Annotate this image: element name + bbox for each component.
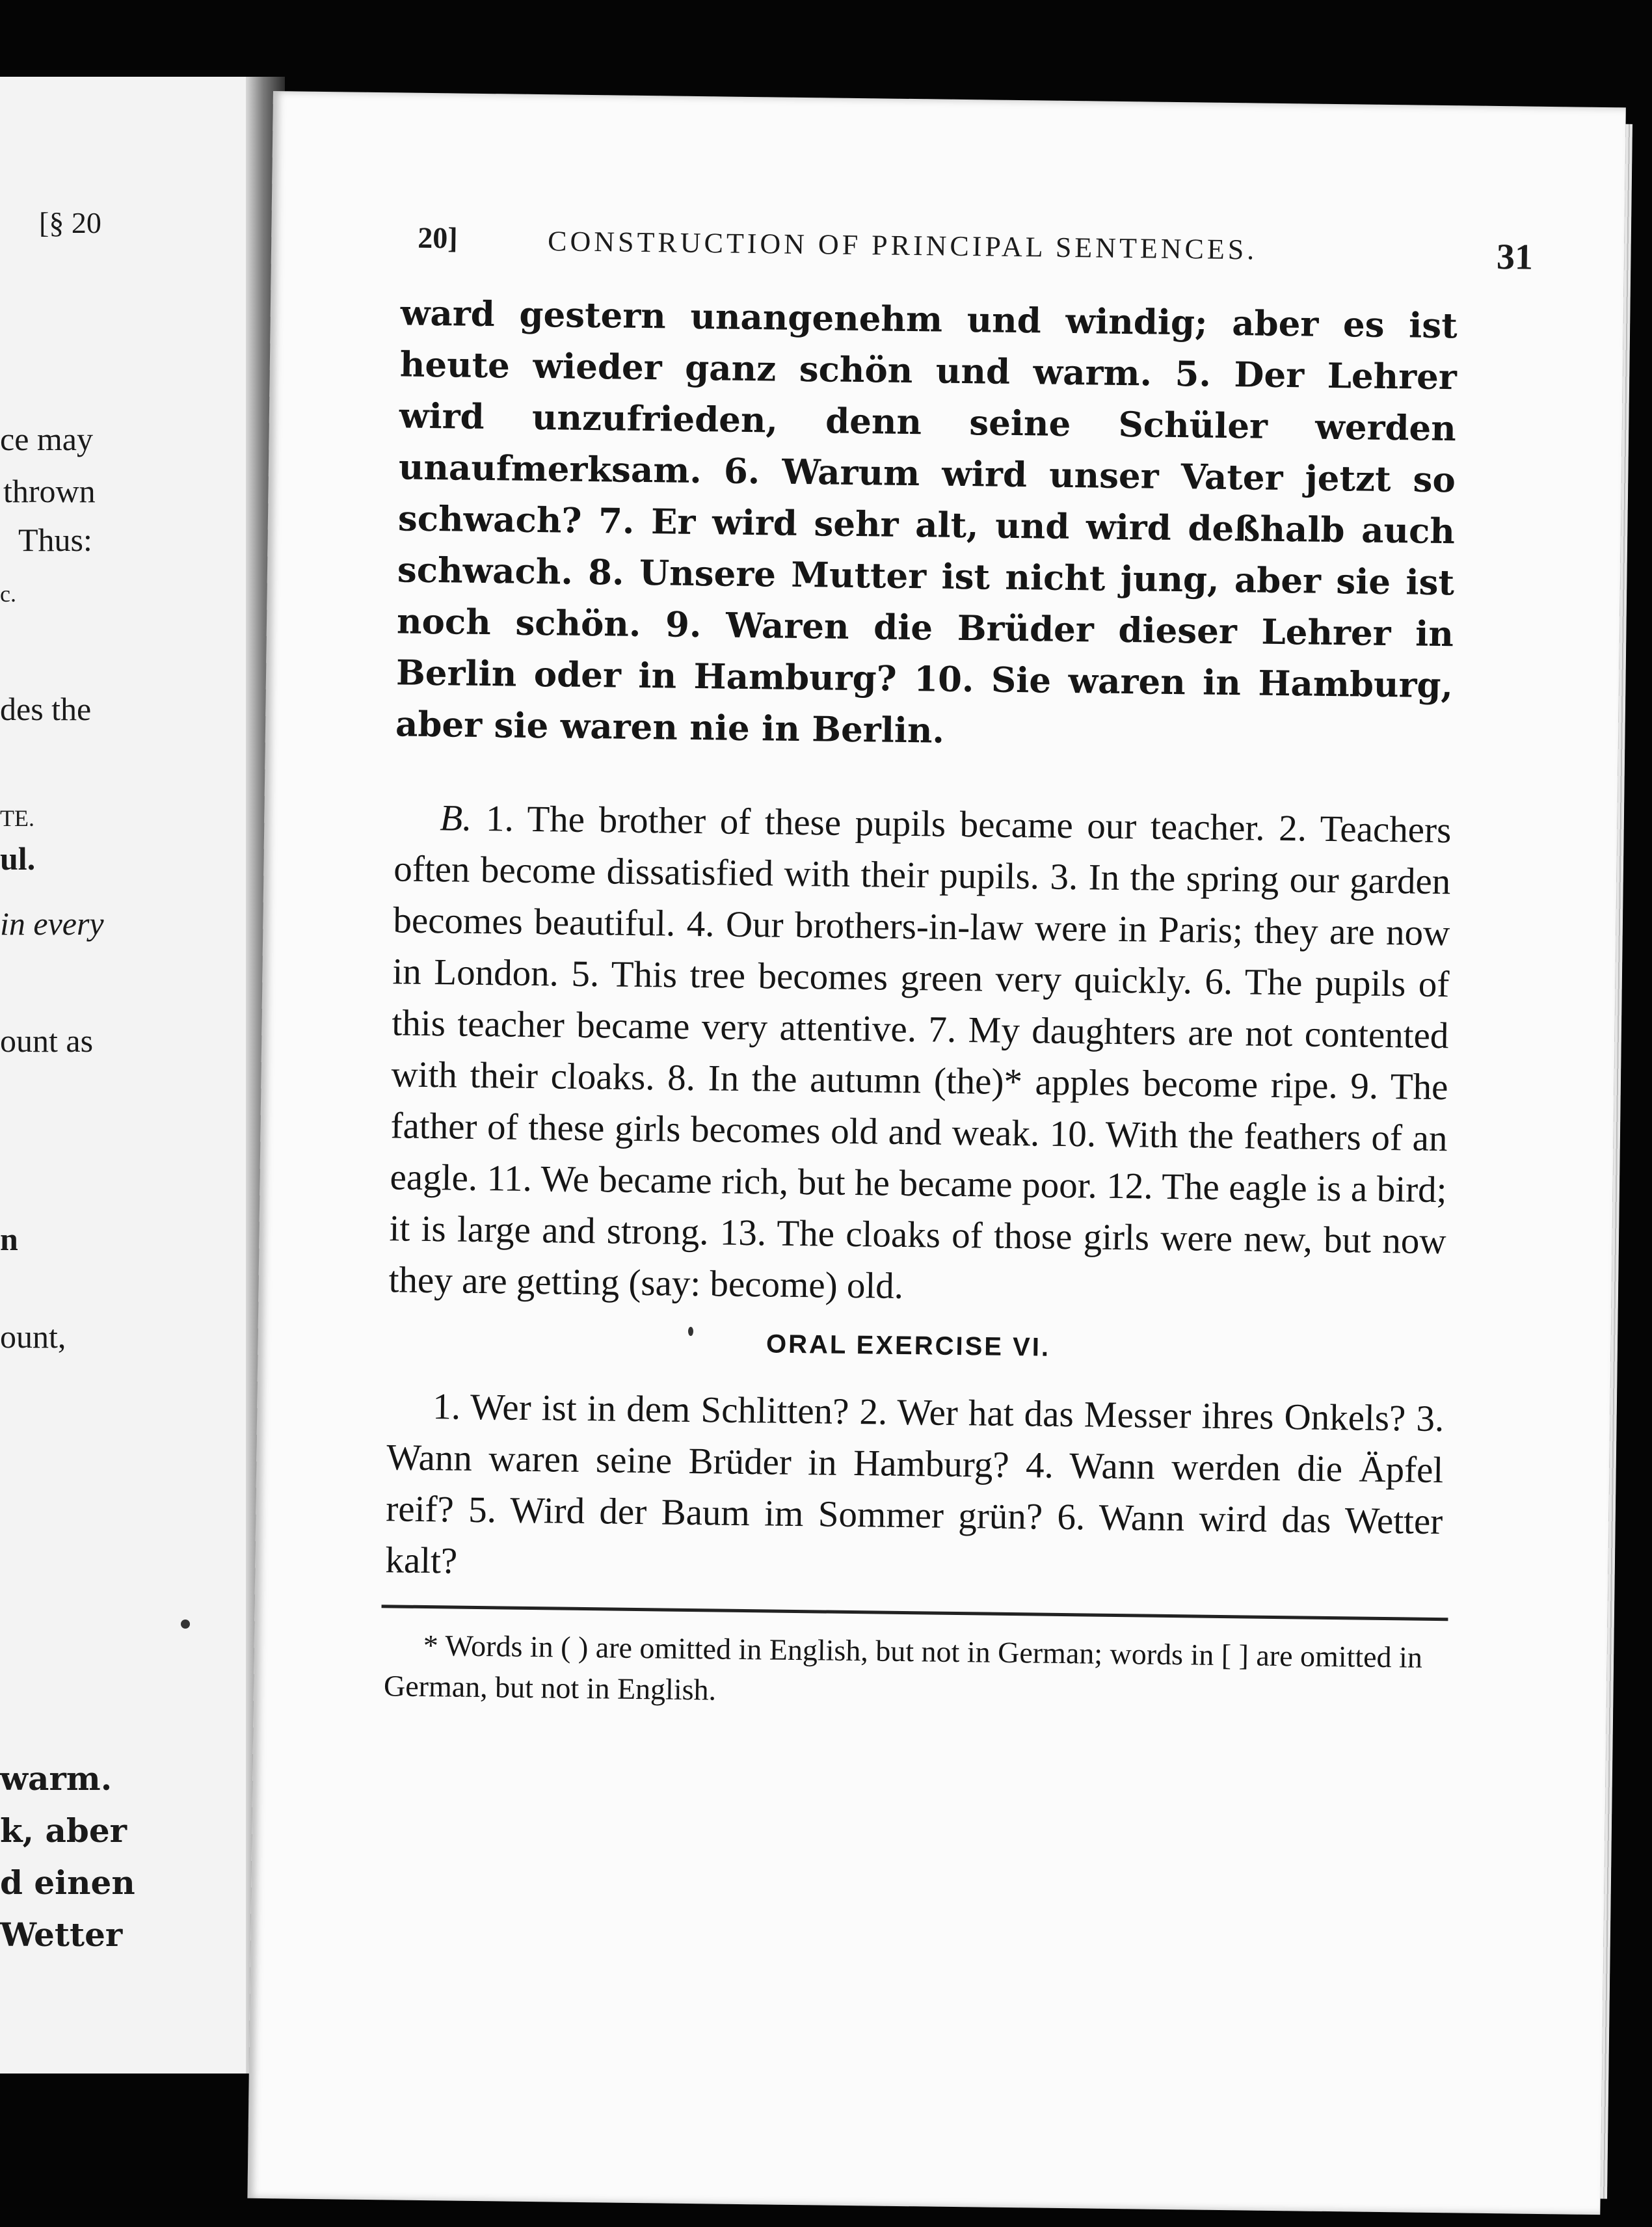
left-page-fragment: thrown <box>3 473 96 509</box>
left-page-fragment: TE. <box>0 805 34 831</box>
left-page-fragment: Thus: <box>18 522 92 558</box>
running-title: CONSTRUCTION OF PRINCIPAL SENTENCES. <box>547 225 1258 266</box>
left-page-fragment: d einen <box>0 1863 135 1902</box>
oral-exercise-heading: ORAL EXERCISE VI. <box>766 1329 1051 1362</box>
section-number: 20] <box>417 220 458 255</box>
left-page-fragment: Wetter <box>0 1915 123 1954</box>
left-page-fragment: des the <box>0 691 92 727</box>
ink-speck <box>688 1327 693 1336</box>
left-page-fragment: k, aber <box>0 1811 127 1850</box>
left-page-fragment: c. <box>0 581 16 607</box>
left-page-fragment: in every <box>0 905 104 942</box>
exercise-b <box>388 792 1452 1318</box>
left-page-fragment: ul. <box>0 840 36 877</box>
left-page-fragment: ce may <box>0 421 93 457</box>
footnote-rule <box>382 1605 1448 1621</box>
left-page-fragment: warm. <box>0 1759 113 1798</box>
left-page-fragment: ount, <box>0 1318 66 1355</box>
page-number: 31 <box>1496 237 1534 278</box>
ink-speck <box>181 1620 190 1629</box>
left-page-fragment: [§ 20 <box>39 206 101 239</box>
oral-exercise-text: 1. Wer ist in dem Schlitten? 2. Wer hat das Messer ihres Onkels? 3. Wann waren seine Brüder in Hamburg? 4. Wann werden die Äpfel reif? 5. Wird der Baum im Sommer grün? 6. Wann wird das Wetter kalt? <box>385 1386 1445 1582</box>
running-head <box>417 220 1534 279</box>
german-exercise-text: ward gestern unangenehm und windig; aber es ist heute wieder ganz schön und warm. 5. Der Lehrer wird unzufrieden, denn seine Schüler werden unaufmerksam. 6. Warum wird unser Vater jetzt so schwach? 7. Er wird sehr alt, und wird deßhalb auch schwach. 8. Unsere Mutter ist nicht jung, aber sie ist noch schön. 9. Waren die Brüder dieser Lehrer in Berlin oder in Hamburg? 10. Sie waren in Hamburg, aber sie waren nie in Berlin. <box>395 293 1458 751</box>
left-page-fragment: n <box>0 1221 18 1257</box>
exercise-b-label: B. <box>439 797 472 839</box>
left-page-fragment: ount as <box>0 1022 94 1059</box>
exercise-b-text: 1. The brother of these pupils became our teacher. 2. Teachers often become dissatisfied with their pupils. 3. In the spring our garden becomes beautiful. 4. Our brothers-in-law were in Paris; they are now in London. 5. This tree becomes green very quickly. 6. The pupils of this teacher became very attentive. 7. My daughters are not contented with their cloaks. 8. In the autumn (the)* apples become ripe. 9. The father of these girls becomes old and weak. 10. With the feathers of an eagle. 11. We became rich, but he became poor. 12. The eagle is a bird; it is large and strong. 13. The cloaks of those girls were new, but now they are getting (say: become) old. <box>388 798 1452 1307</box>
book-page <box>247 91 1625 2215</box>
footnote: * Words in ( ) are omitted in English, but not in German; words in [ ] are omitted in German, but not in English. <box>383 1629 1423 1707</box>
